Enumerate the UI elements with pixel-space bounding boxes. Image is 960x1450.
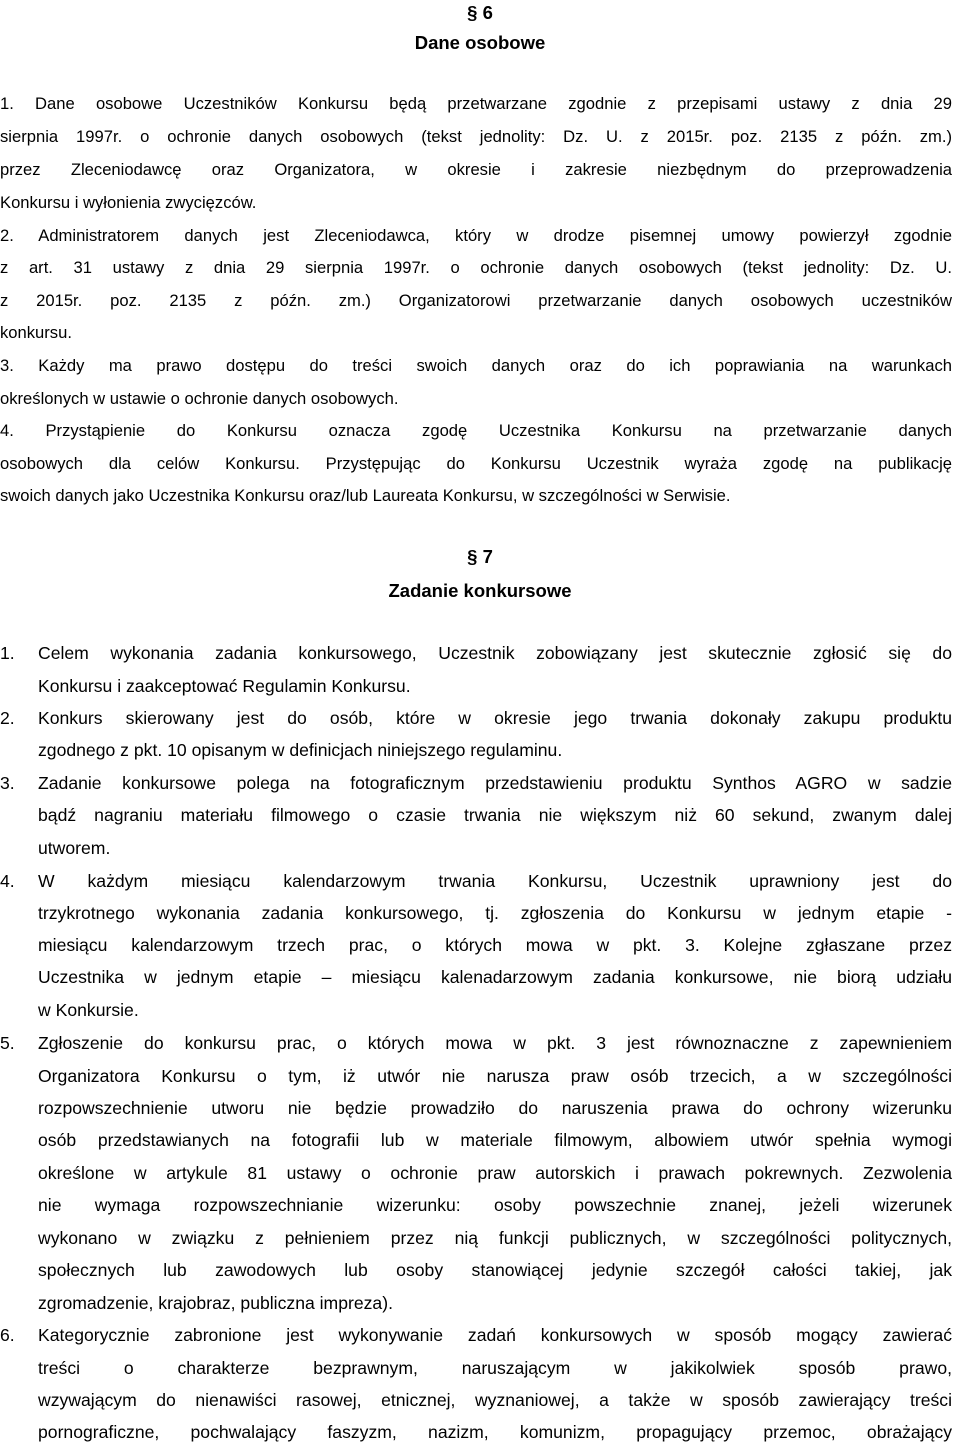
list-item-line: trzykrotnego wykonania zadania konkursowego, tj. zgłoszenia do Konkursu w jednym etapie - [38,903,952,923]
section-7-title: Zadanie konkursowe [388,580,572,601]
paragraph-line: 2. Administratorem danych jest Zleceniodawca, który w drodze pisemnej umowy powierzył zgodnie [0,226,952,245]
paragraph-line: konkursu. [0,323,72,342]
paragraph-line: osobowych dla celów Konkursu. Przystępując do Konkursu Uczestnik wyraża zgodę na publikację [0,454,952,473]
list-item-line: utworem. [38,838,111,858]
paragraph-line: sierpnia 1997r. o ochronie danych osobowych (tekst jednolity: Dz. U. z 2015r. poz. 2135 z późn. zm.) [0,127,952,146]
list-item-line: wzywającym do nienawiści rasowej, etnicznej, wyznaniowej, a także w sposób zawierający treści [38,1390,952,1410]
list-item-number: 5. [0,1033,15,1053]
list-item-line: nie wymaga rozpowszechnianie wizerunku: osoby powszechnie znanej, jeżeli wizerunek [38,1195,952,1215]
list-item-line: pornograficzne, pochwalający faszyzm, nazizm, komunizm, propagujący przemoc, obrażający [38,1422,952,1442]
list-item-line: Zgłoszenie do konkursu prac, o których mowa w pkt. 3 jest równoznaczne z zapewnieniem [38,1033,952,1053]
list-item-line: społecznych lub zawodowych lub osoby stanowiącej jedynie szczegół całości takiej, jak [38,1260,952,1280]
list-item-number: 4. [0,871,15,891]
paragraph-line: przez Zleceniodawcę oraz Organizatora, w okresie i zakresie niezbędnym do przeprowadzenia [0,160,952,179]
list-item-line: zgromadzenie, krajobraz, publiczna impreza). [38,1293,393,1313]
paragraph-line: z art. 31 ustawy z dnia 29 sierpnia 1997r. o ochronie danych osobowych (tekst jednolity: Dz. U. [0,258,952,277]
list-item-line: Konkursu i zaakceptować Regulamin Konkursu. [38,676,411,696]
list-item-line: W każdym miesiącu kalendarzowym trwania Konkursu, Uczestnik uprawniony jest do [38,871,952,891]
list-item-number: 6. [0,1325,15,1345]
paragraph-line: 3. Każdy ma prawo dostępu do treści swoich danych oraz do ich poprawiania na warunkach [0,356,952,375]
paragraph-line: swoich danych jako Uczestnika Konkursu oraz/lub Laureata Konkursu, w szczególności w Serwisie. [0,486,731,505]
list-item-number: 2. [0,708,15,728]
paragraph-line: określonych w ustawie o ochronie danych osobowych. [0,389,399,408]
section-7-symbol: § 7 [467,546,493,567]
list-item-line: osób przedstawianych na fotografii lub w materiale filmowym, albowiem utwór spełnia wymogi [38,1130,952,1150]
list-item-line: Organizatora Konkursu o tym, iż utwór nie narusza praw osób trzecich, a w szczególności [38,1066,952,1086]
list-item-line: wykonano w związku z pełnieniem przez nią funkcji publicznych, w szczególności politycznych, [38,1228,952,1248]
list-item-line: Kategorycznie zabronione jest wykonywanie zadań konkursowych w sposób mogący zawierać [38,1325,952,1345]
section-6-title: Dane osobowe [414,32,546,53]
paragraph-line: 4. Przystąpienie do Konkursu oznacza zgodę Uczestnika Konkursu na przetwarzanie danych [0,421,952,440]
paragraph-line: Konkursu i wyłonienia zwycięzców. [0,193,257,212]
list-item-line: zgodnego z pkt. 10 opisanym w definicjach niniejszego regulaminu. [38,740,563,760]
list-item-line: Zadanie konkursowe polega na fotograficznym przedstawieniu produktu Synthos AGRO w sadzie [38,773,952,793]
paragraph-line: 1. Dane osobowe Uczestników Konkursu będą przetwarzane zgodnie z przepisami ustawy z dnia 29 [0,94,952,113]
list-item-line: Konkurs skierowany jest do osób, które w okresie jego trwania dokonały zakupu produktu [38,708,952,728]
list-item-line: Celem wykonania zadania konkursowego, Uczestnik zobowiązany jest skutecznie zgłosić się do [38,643,952,663]
list-item-line: w Konkursie. [38,1000,139,1020]
section-6-symbol: § 6 [467,2,493,23]
paragraph-line: z 2015r. poz. 2135 z późn. zm.) Organizatorowi przetwarzanie danych osobowych uczestników [0,291,952,310]
list-item-number: 3. [0,773,15,793]
list-item-line: treści o charakterze bezprawnym, naruszającym w jakikolwiek sposób prawo, [38,1358,952,1378]
list-item-line: Uczestnika w jednym etapie – miesiącu kalenadarzowym zadania konkursowe, nie biorą udziału [38,967,952,987]
list-item-line: rozpowszechnienie utworu nie będzie prowadziło do naruszenia prawa do ochrony wizerunku [38,1098,952,1118]
list-item-line: bądź nagraniu materiału filmowego o czasie trwania nie większym niż 60 sekund, zwanym dalej [38,805,952,825]
list-item-line: określone w artykule 81 ustawy o ochronie praw autorskich i prawach pokrewnych. Zezwolenia [38,1163,952,1183]
list-item-line: miesiącu kalendarzowym trzech prac, o których mowa w pkt. 3. Kolejne zgłaszane przez [38,935,952,955]
list-item-number: 1. [0,643,15,663]
